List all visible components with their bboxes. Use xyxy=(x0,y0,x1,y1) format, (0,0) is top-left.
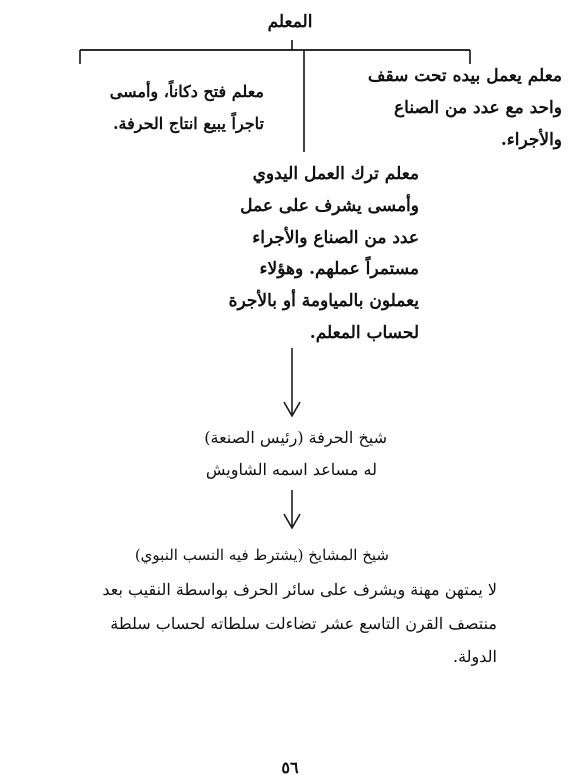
page-number: ٥٦ xyxy=(281,758,299,777)
middle-node-line: مستمراً عملهم. وهؤلاء xyxy=(259,259,419,279)
sheikh-node-line: شيخ الحرفة (رئيس الصنعة) xyxy=(204,428,387,447)
middle-node-line: عدد من الصناع والأجراء xyxy=(252,228,419,248)
right-branch-line: معلم يعمل بيده تحت سقف xyxy=(367,66,562,86)
root-label: المعلم xyxy=(267,12,313,32)
sheikh-mashayekh-line: لا يمتهن مهنة ويشرف على سائر الحرف بواسطة النقيب بعد xyxy=(102,580,497,599)
sheikh-node-line: له مساعد اسمه الشاويش xyxy=(205,460,377,479)
left-branch-line: معلم فتح دكاناً، وأمسى xyxy=(109,82,264,101)
middle-node-line: لحساب المعلم. xyxy=(309,323,419,343)
right-branch-line: واحد مع عدد من الصناع xyxy=(394,98,562,118)
sheikh-mashayekh-title: شيخ المشايخ (يشترط فيه النسب النبوي) xyxy=(134,546,389,564)
left-branch-line: تاجراً يبيع انتاج الحرفة. xyxy=(112,114,264,133)
middle-node-line: يعملون بالمياومة أو بالأجرة xyxy=(228,291,419,311)
sheikh-mashayekh-line: الدولة. xyxy=(453,647,497,666)
right-branch-line: والأجراء. xyxy=(500,130,562,150)
middle-node-line: معلم ترك العمل اليدوي xyxy=(252,164,419,184)
middle-node-line: وأمسى يشرف على عمل xyxy=(240,196,419,216)
sheikh-mashayekh-line: منتصف القرن التاسع عشر تضاءلت سلطاته لحساب سلطة xyxy=(110,614,497,633)
